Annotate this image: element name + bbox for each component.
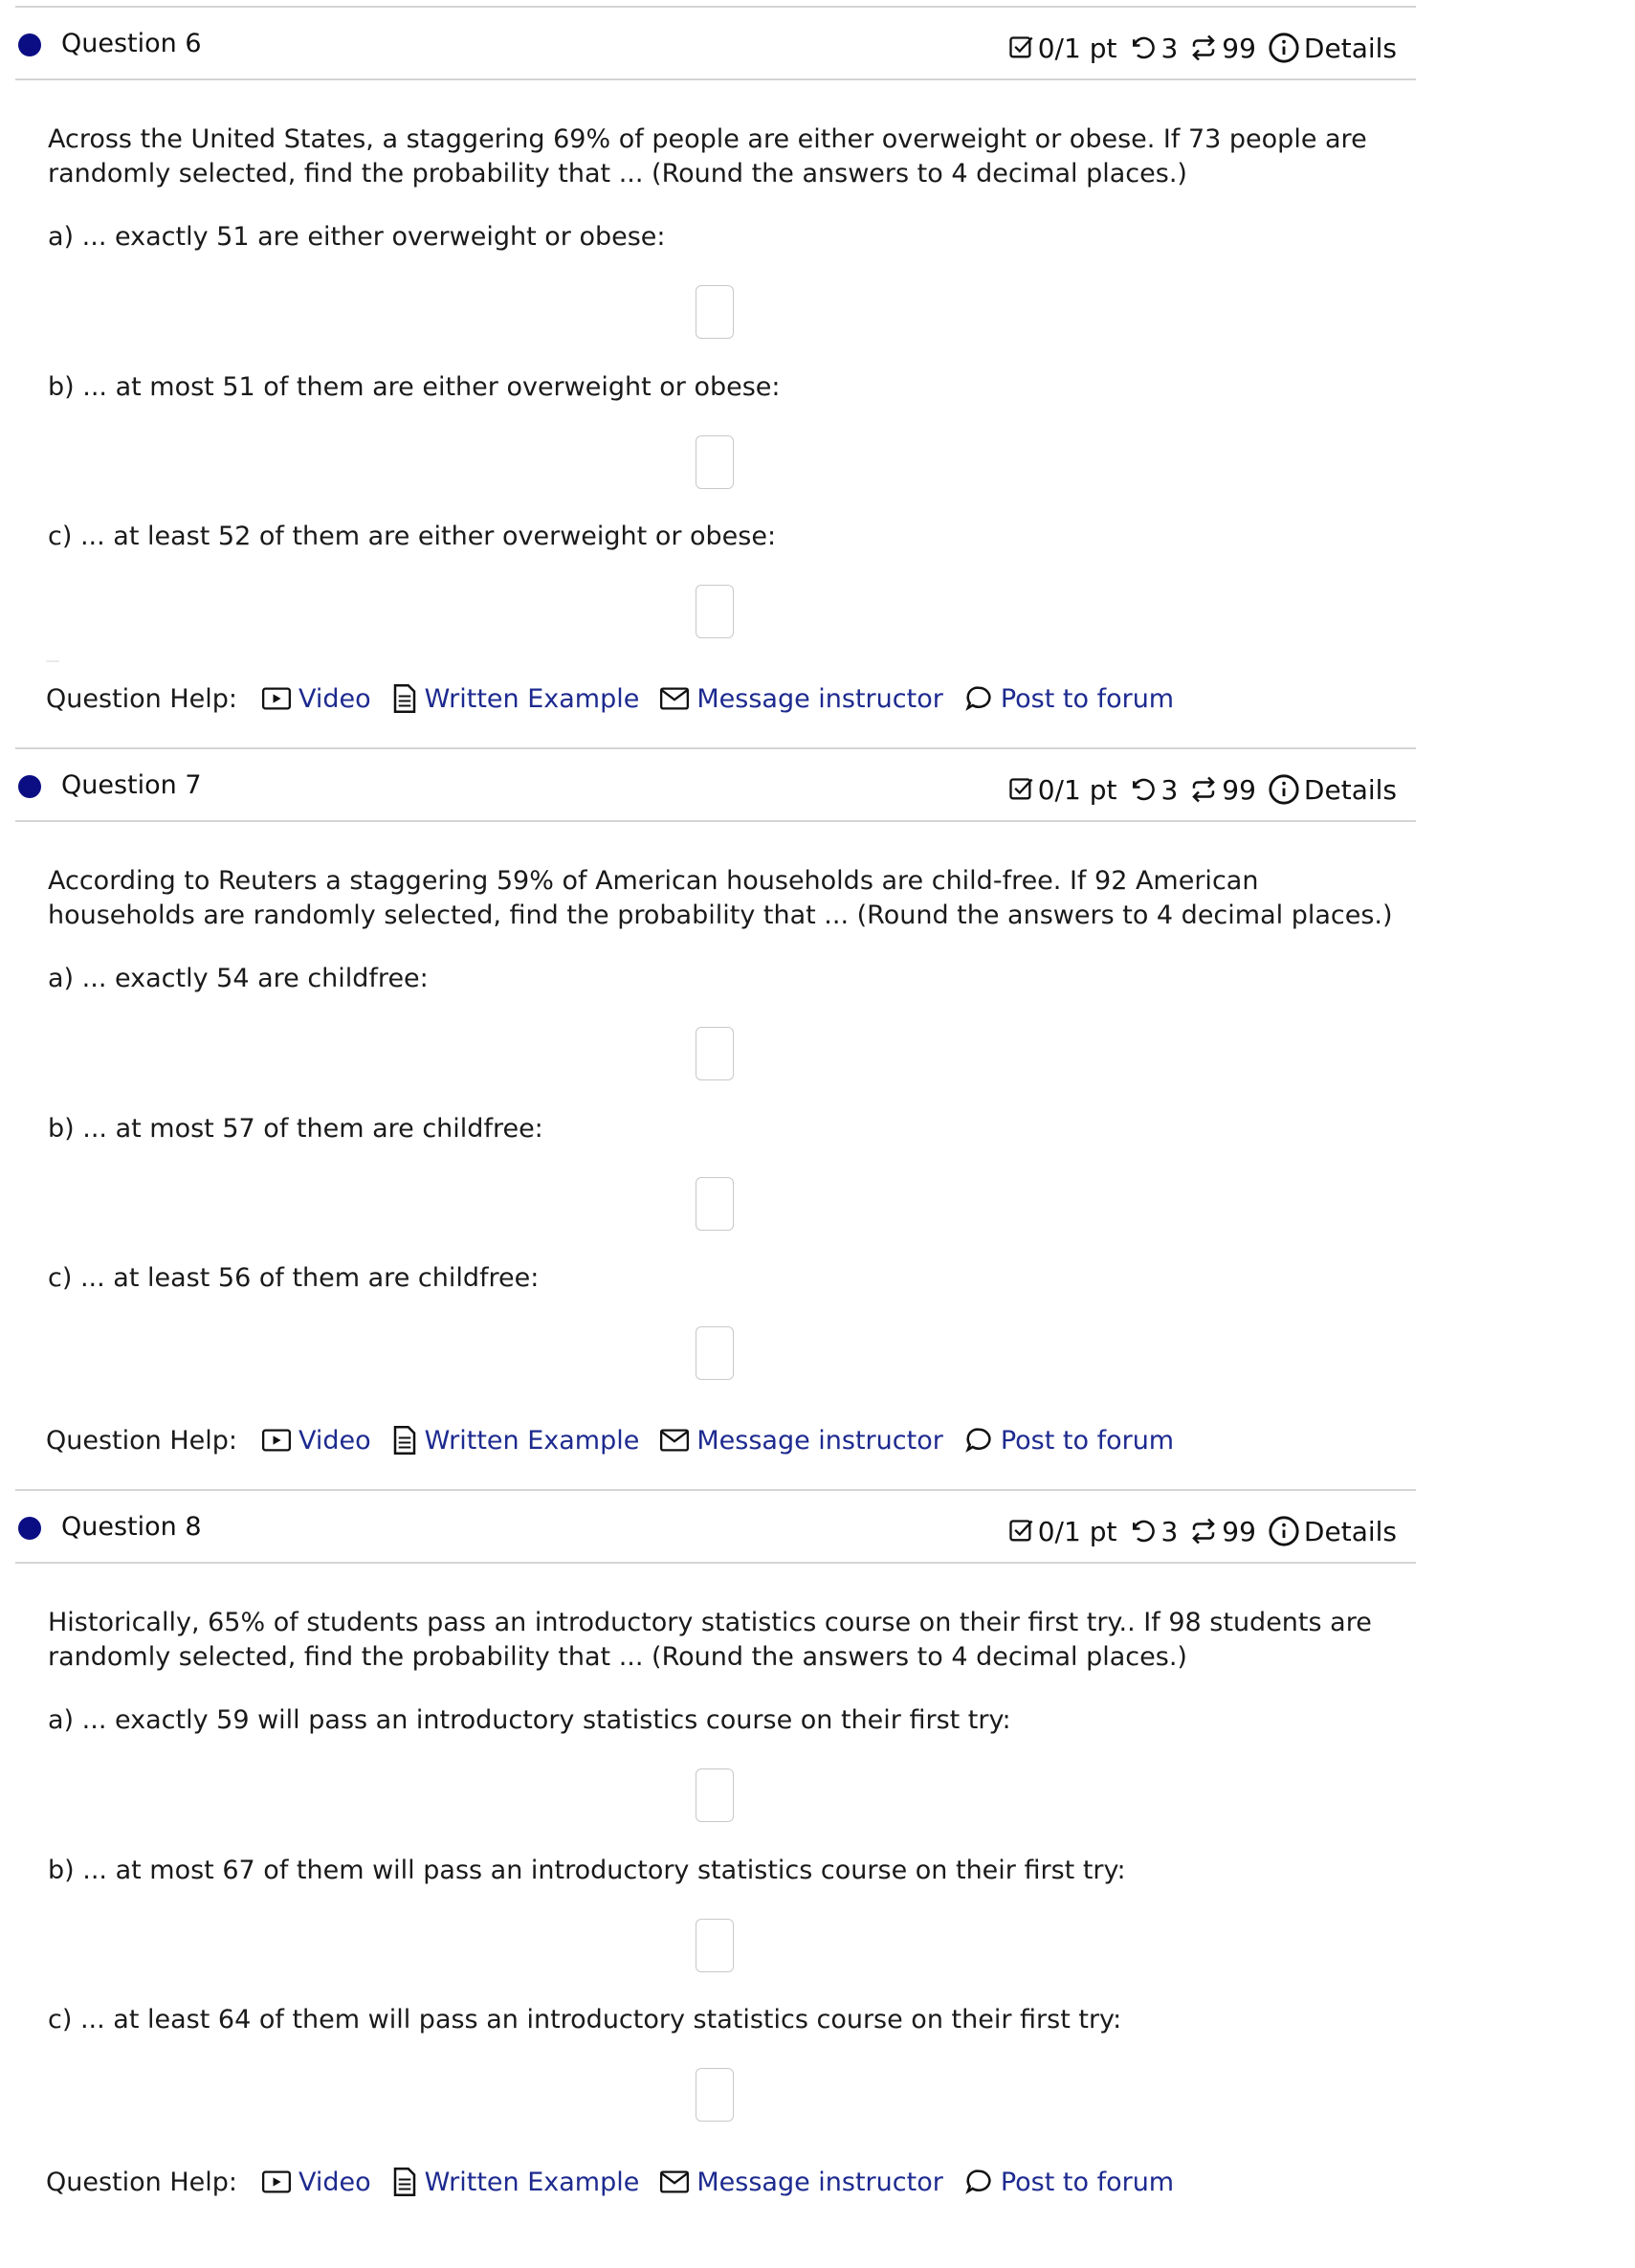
message-instructor-link[interactable] bbox=[660, 1426, 942, 1456]
post-to-forum-link[interactable] bbox=[964, 684, 1174, 714]
written-example-link[interactable] bbox=[392, 2168, 640, 2197]
question-stem: Across the United States, a staggering 69% of people are either overweight or obese. If 73 people are randomly selected, find the probability that ... (Round the answers to 4 decimal places.) bbox=[48, 124, 1367, 189]
part-c-answer-input[interactable] bbox=[696, 585, 734, 638]
chat-bubble-icon bbox=[964, 684, 993, 713]
score bbox=[1007, 1516, 1117, 1547]
question-status-dot bbox=[18, 33, 41, 56]
post-to-forum-link[interactable] bbox=[964, 2168, 1174, 2197]
post-to-forum-label: Post to forum bbox=[1000, 1425, 1175, 1456]
mail-icon bbox=[660, 1429, 689, 1452]
part-a-label: a) ... exactly 59 will pass an introductory statistics course on their first try: bbox=[48, 1705, 1011, 1735]
score-text: 0/1 pt bbox=[1037, 1515, 1117, 1547]
divider-tick bbox=[46, 660, 59, 662]
question-stem: Historically, 65% of students pass an introductory statistics course on their first try.. If 98 students are randomly selected, find the probability that ... (Round the answers to 4 decimal places.) bbox=[48, 1608, 1372, 1672]
question-header bbox=[15, 1489, 1416, 1564]
written-example-label: Written Example bbox=[424, 2167, 640, 2197]
message-instructor-link[interactable] bbox=[660, 2168, 942, 2197]
written-example-label: Written Example bbox=[424, 1425, 640, 1456]
retries bbox=[1128, 774, 1178, 806]
retry-icon bbox=[1128, 775, 1157, 804]
details-label: Details bbox=[1303, 32, 1397, 64]
attempts-count: 99 bbox=[1222, 773, 1256, 806]
part-b-answer-input[interactable] bbox=[696, 435, 734, 489]
post-to-forum-label: Post to forum bbox=[1000, 683, 1175, 714]
document-icon bbox=[392, 2168, 417, 2196]
checkbox-icon bbox=[1007, 1518, 1034, 1545]
video-icon bbox=[262, 686, 291, 711]
question-header bbox=[15, 747, 1416, 822]
info-icon bbox=[1268, 1515, 1300, 1547]
video-link-label: Video bbox=[298, 1425, 371, 1456]
video-link[interactable] bbox=[262, 1426, 371, 1456]
question-header bbox=[15, 6, 1416, 80]
repeat-icon bbox=[1189, 1517, 1218, 1545]
details-label: Details bbox=[1303, 1515, 1397, 1547]
score bbox=[1007, 33, 1117, 64]
question-status-dot bbox=[18, 1517, 41, 1540]
part-c-label: c) ... at least 64 of them will pass an introductory statistics course on their first try: bbox=[48, 2005, 1122, 2035]
details-button[interactable] bbox=[1268, 773, 1397, 806]
part-a-answer-input[interactable] bbox=[696, 1027, 734, 1080]
part-a-label: a) ... exactly 51 are either overweight or obese: bbox=[48, 222, 666, 252]
retries bbox=[1128, 33, 1178, 64]
part-a-answer-input[interactable] bbox=[696, 285, 734, 339]
written-example-label: Written Example bbox=[424, 683, 640, 714]
video-link[interactable] bbox=[262, 2168, 371, 2197]
part-b-label: b) ... at most 57 of them are childfree: bbox=[48, 1114, 543, 1144]
message-instructor-link[interactable] bbox=[660, 684, 942, 714]
question-status-dot bbox=[18, 775, 41, 798]
details-button[interactable] bbox=[1268, 32, 1397, 64]
question-meta bbox=[996, 1512, 1397, 1550]
part-b-label: b) ... at most 67 of them will pass an introductory statistics course on their first try: bbox=[48, 1856, 1126, 1885]
retries-count: 3 bbox=[1160, 1515, 1179, 1547]
video-icon bbox=[262, 1428, 291, 1453]
question-help bbox=[46, 2163, 1195, 2201]
retries-count: 3 bbox=[1160, 32, 1179, 64]
attempts bbox=[1189, 774, 1256, 806]
question-help-label: Question Help: bbox=[46, 683, 237, 714]
post-to-forum-label: Post to forum bbox=[1000, 2167, 1175, 2197]
video-link-label: Video bbox=[298, 2167, 371, 2197]
part-b-answer-input[interactable] bbox=[696, 1177, 734, 1231]
written-example-link[interactable] bbox=[392, 684, 640, 714]
mail-icon bbox=[660, 687, 689, 710]
part-b-label: b) ... at most 51 of them are either overweight or obese: bbox=[48, 372, 781, 402]
details-label: Details bbox=[1303, 773, 1397, 806]
question-help-label: Question Help: bbox=[46, 1425, 237, 1456]
mail-icon bbox=[660, 2170, 689, 2193]
question-meta bbox=[996, 770, 1397, 809]
repeat-icon bbox=[1189, 775, 1218, 804]
question-title: Question 7 bbox=[61, 770, 202, 800]
info-icon bbox=[1268, 773, 1300, 806]
question-6 bbox=[15, 0, 1416, 749]
part-c-label: c) ... at least 56 of them are childfree: bbox=[48, 1263, 540, 1293]
checkbox-icon bbox=[1007, 34, 1034, 61]
question-help bbox=[46, 1421, 1195, 1459]
question-help bbox=[46, 679, 1195, 718]
post-to-forum-link[interactable] bbox=[964, 1426, 1174, 1456]
written-example-link[interactable] bbox=[392, 1426, 640, 1456]
message-instructor-label: Message instructor bbox=[696, 2167, 943, 2197]
document-icon bbox=[392, 1426, 417, 1455]
question-title: Question 8 bbox=[61, 1512, 202, 1542]
part-a-label: a) ... exactly 54 are childfree: bbox=[48, 964, 429, 993]
part-a-answer-input[interactable] bbox=[696, 1768, 734, 1822]
part-c-label: c) ... at least 52 of them are either overweight or obese: bbox=[48, 522, 777, 551]
retry-icon bbox=[1128, 1517, 1157, 1545]
question-7 bbox=[15, 742, 1416, 1491]
chat-bubble-icon bbox=[964, 2168, 993, 2196]
question-title: Question 6 bbox=[61, 29, 202, 58]
question-stem: According to Reuters a staggering 59% of American households are child-free. If 92 American households are randomly selected, find the probability that ... (Round the answers to 4 decimal places.) bbox=[48, 866, 1393, 930]
checkbox-icon bbox=[1007, 776, 1034, 803]
part-c-answer-input[interactable] bbox=[696, 2068, 734, 2122]
repeat-icon bbox=[1189, 33, 1218, 62]
score-text: 0/1 pt bbox=[1037, 773, 1117, 806]
video-link-label: Video bbox=[298, 683, 371, 714]
message-instructor-label: Message instructor bbox=[696, 683, 943, 714]
attempts bbox=[1189, 33, 1256, 64]
question-help-label: Question Help: bbox=[46, 2167, 237, 2197]
video-link[interactable] bbox=[262, 684, 371, 714]
info-icon bbox=[1268, 32, 1300, 64]
details-button[interactable] bbox=[1268, 1515, 1397, 1547]
video-icon bbox=[262, 2169, 291, 2194]
attempts-count: 99 bbox=[1222, 1515, 1256, 1547]
message-instructor-label: Message instructor bbox=[696, 1425, 943, 1456]
retry-icon bbox=[1128, 33, 1157, 62]
question-meta bbox=[996, 29, 1397, 67]
score-text: 0/1 pt bbox=[1037, 32, 1117, 64]
chat-bubble-icon bbox=[964, 1426, 993, 1455]
retries bbox=[1128, 1516, 1178, 1547]
question-8 bbox=[15, 1483, 1416, 2233]
retries-count: 3 bbox=[1160, 773, 1179, 806]
document-icon bbox=[392, 684, 417, 713]
part-b-answer-input[interactable] bbox=[696, 1919, 734, 1972]
score bbox=[1007, 774, 1117, 806]
attempts-count: 99 bbox=[1222, 32, 1256, 64]
part-c-answer-input[interactable] bbox=[696, 1326, 734, 1380]
attempts bbox=[1189, 1516, 1256, 1547]
